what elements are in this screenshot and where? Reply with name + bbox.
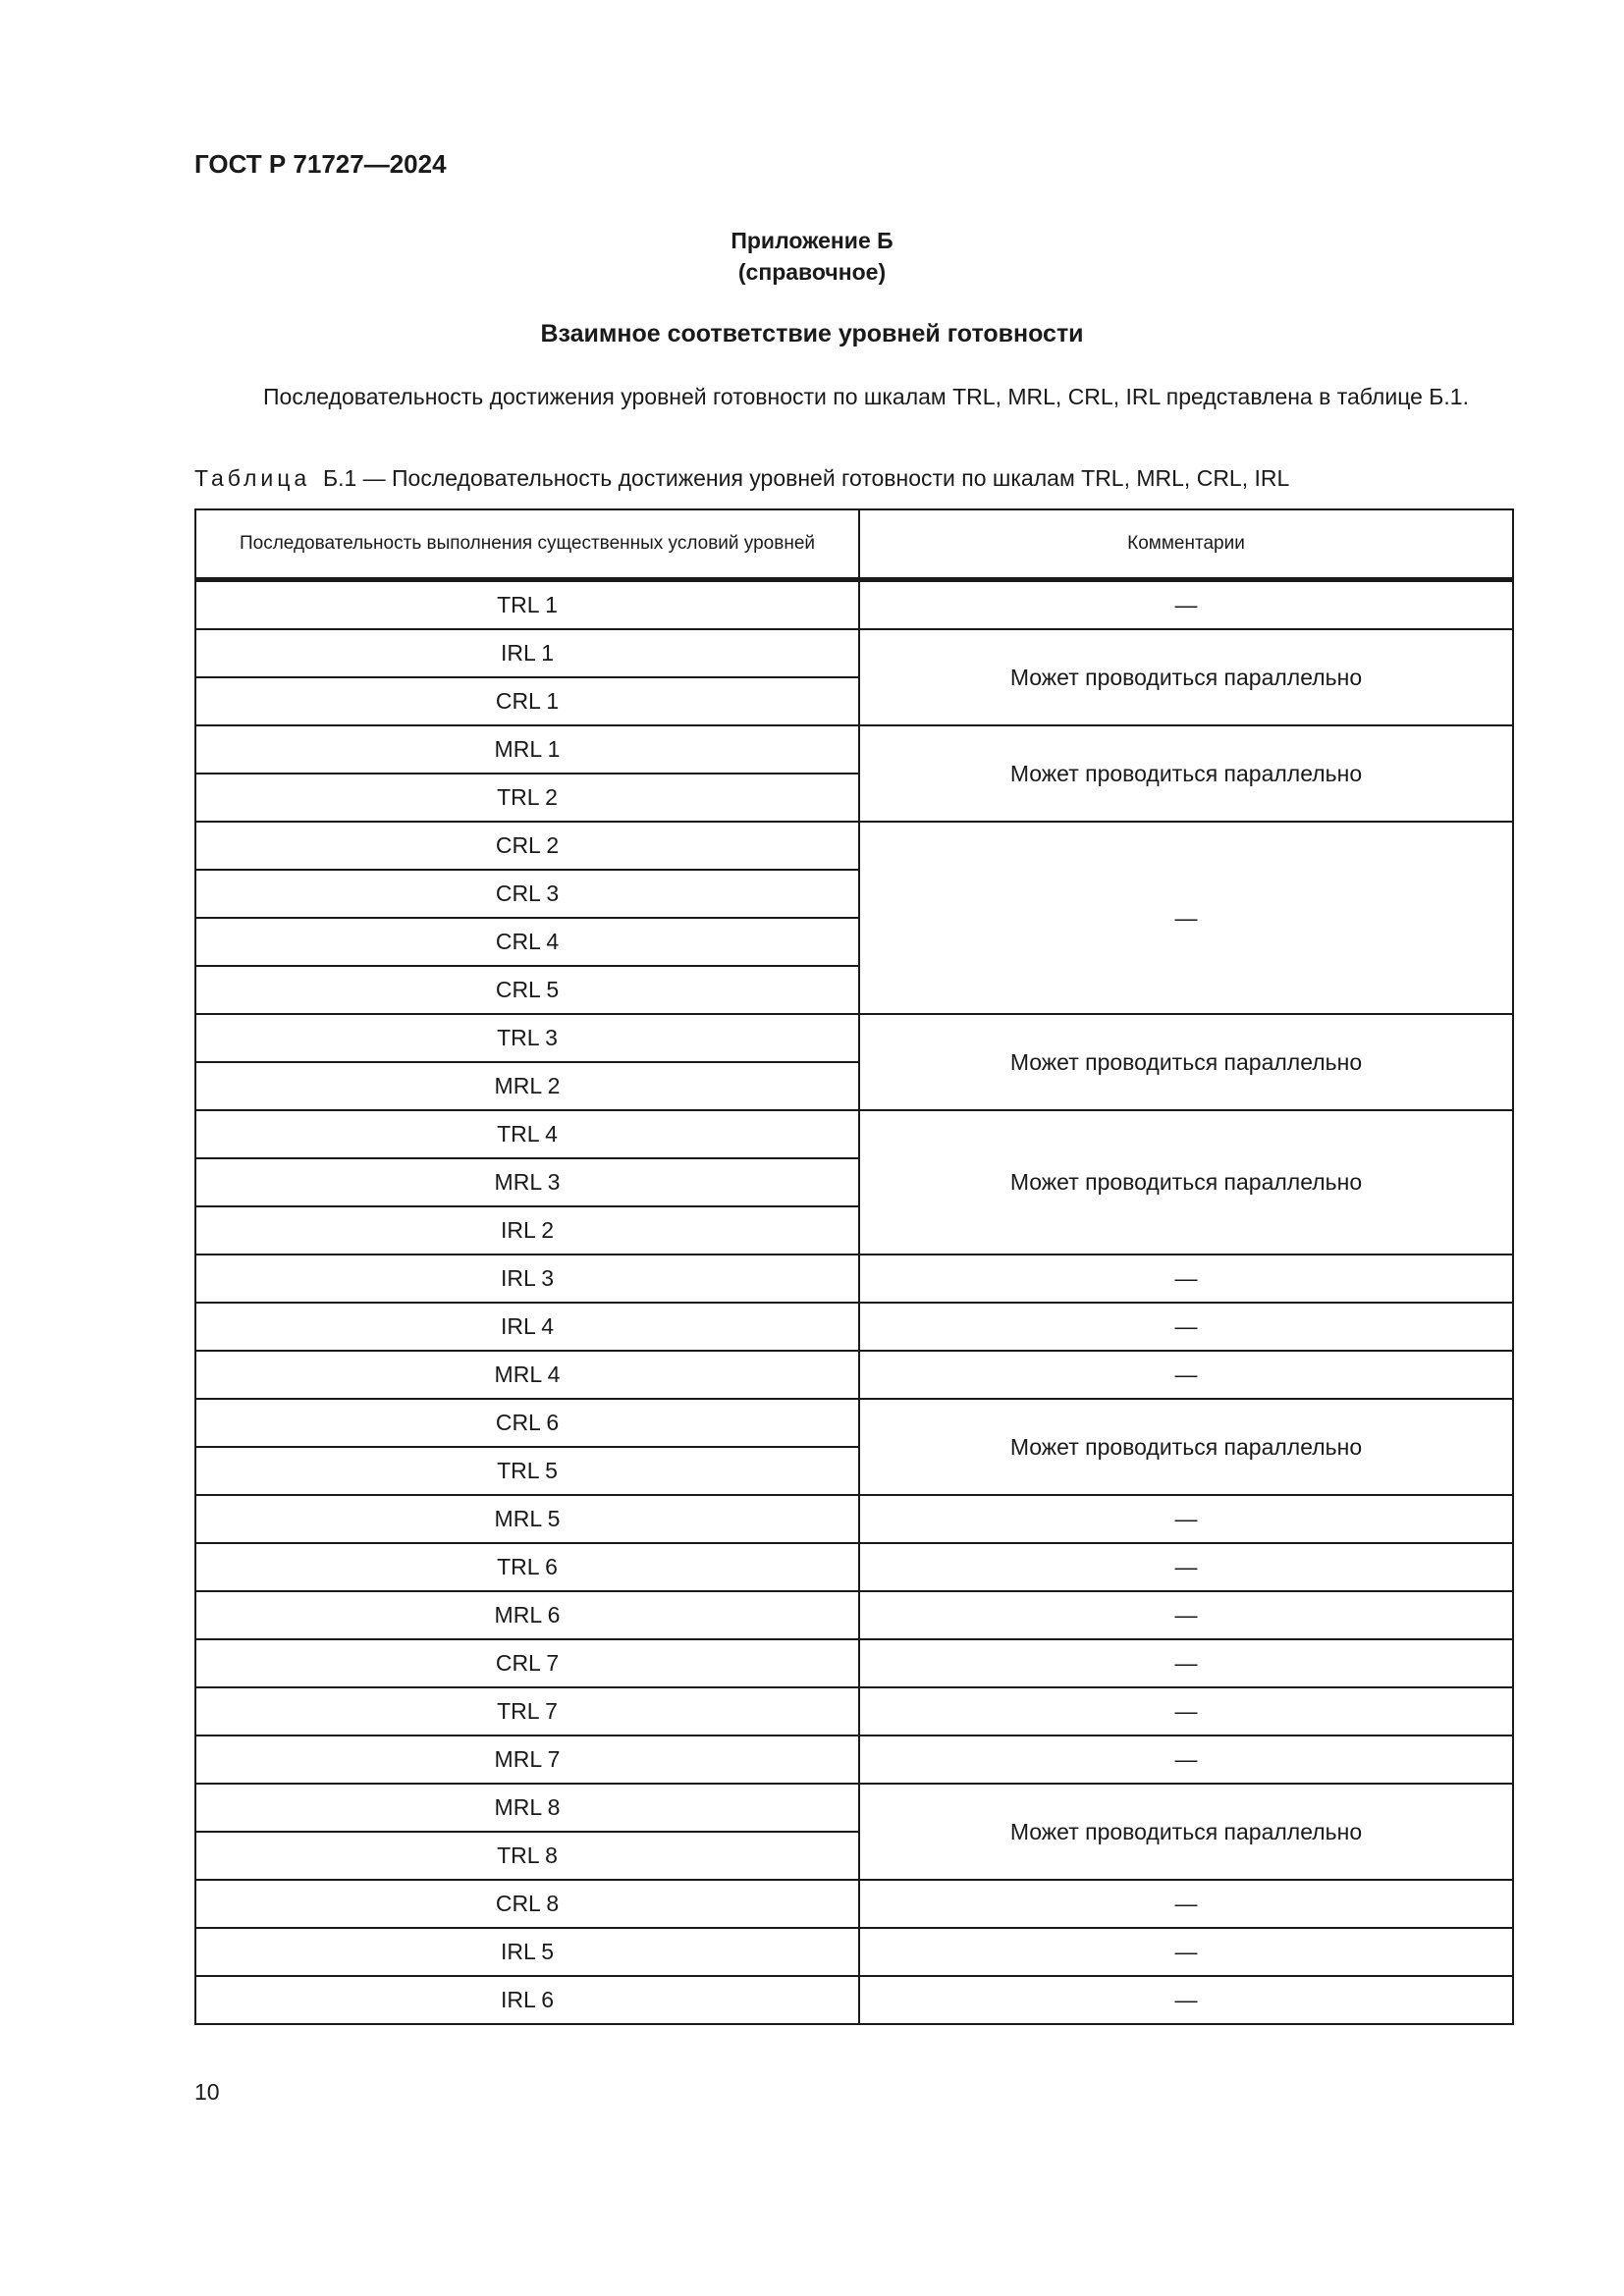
table-row <box>195 1255 1513 1303</box>
level-cell: MRL 7 <box>195 1735 859 1784</box>
level-cell: CRL 6 <box>195 1399 859 1447</box>
table-row <box>195 1303 1513 1351</box>
table-row <box>195 1543 1513 1591</box>
comment-cell: — <box>859 1303 1513 1351</box>
readiness-sequence-table <box>194 508 1514 2025</box>
level-cell: CRL 3 <box>195 870 859 918</box>
level-cell: IRL 5 <box>195 1928 859 1976</box>
page-number: 10 <box>194 2079 220 2105</box>
level-cell: MRL 2 <box>195 1062 859 1110</box>
level-cell: MRL 6 <box>195 1591 859 1639</box>
table-caption-text: Б.1 — Последовательность достижения уровней готовности по шкалам TRL, MRL, CRL, IRL <box>322 465 1290 491</box>
table-row <box>195 1784 1513 1832</box>
comment-cell: Может проводиться параллельно <box>859 725 1513 822</box>
level-cell: CRL 8 <box>195 1880 859 1928</box>
comment-cell: — <box>859 1976 1513 2024</box>
level-cell: TRL 6 <box>195 1543 859 1591</box>
level-cell: TRL 7 <box>195 1687 859 1735</box>
level-cell: TRL 1 <box>195 580 859 630</box>
table-row <box>195 1976 1513 2024</box>
level-cell: IRL 3 <box>195 1255 859 1303</box>
appendix-title: Приложение Б <box>731 228 893 253</box>
table-row <box>195 1880 1513 1928</box>
level-cell: MRL 4 <box>195 1351 859 1399</box>
level-cell: IRL 1 <box>195 629 859 677</box>
level-cell: TRL 8 <box>195 1832 859 1880</box>
level-cell: TRL 4 <box>195 1110 859 1158</box>
table-row <box>195 1110 1513 1158</box>
comment-cell: — <box>859 1351 1513 1399</box>
intro-paragraph <box>194 381 1510 412</box>
header-comments: Комментарии <box>859 509 1513 580</box>
header-sequence: Последовательность выполнения существенных условий уровней <box>195 509 859 580</box>
table-row <box>195 1639 1513 1687</box>
table-row <box>195 725 1513 774</box>
comment-cell: — <box>859 1543 1513 1591</box>
level-cell: MRL 5 <box>195 1495 859 1543</box>
level-cell: MRL 3 <box>195 1158 859 1206</box>
comment-cell: Может проводиться параллельно <box>859 1110 1513 1255</box>
table-row <box>195 1928 1513 1976</box>
level-cell: IRL 6 <box>195 1976 859 2024</box>
comment-cell: — <box>859 1880 1513 1928</box>
level-cell: MRL 1 <box>195 725 859 774</box>
comment-cell: — <box>859 1928 1513 1976</box>
level-cell: MRL 8 <box>195 1784 859 1832</box>
level-cell: CRL 5 <box>195 966 859 1014</box>
table-row <box>195 1495 1513 1543</box>
table-header-row <box>195 509 1513 580</box>
comment-cell: — <box>859 1735 1513 1784</box>
table-row <box>195 1735 1513 1784</box>
section-title: Взаимное соответствие уровней готовности <box>540 320 1084 347</box>
level-cell: TRL 3 <box>195 1014 859 1062</box>
comment-cell: Может проводиться параллельно <box>859 1014 1513 1110</box>
comment-cell: — <box>859 1639 1513 1687</box>
table-caption-label: Таблица <box>194 465 311 491</box>
table-caption <box>194 465 1289 492</box>
comment-cell: — <box>859 1255 1513 1303</box>
comment-cell: Может проводиться параллельно <box>859 1784 1513 1880</box>
comment-cell: — <box>859 1495 1513 1543</box>
table-row <box>195 629 1513 677</box>
table-row <box>195 822 1513 870</box>
level-cell: CRL 2 <box>195 822 859 870</box>
level-cell: CRL 7 <box>195 1639 859 1687</box>
standard-code: ГОСТ Р 71727—2024 <box>194 149 447 179</box>
table-row <box>195 1687 1513 1735</box>
level-cell: IRL 4 <box>195 1303 859 1351</box>
comment-cell: Может проводиться параллельно <box>859 629 1513 725</box>
level-cell: TRL 2 <box>195 774 859 822</box>
comment-cell: — <box>859 1687 1513 1735</box>
appendix-subtitle: (справочное) <box>737 259 887 285</box>
comment-cell: Может проводиться параллельно <box>859 1399 1513 1495</box>
table-row <box>195 1014 1513 1062</box>
table-body <box>195 580 1513 2025</box>
table-row <box>195 1399 1513 1447</box>
table-row <box>195 1351 1513 1399</box>
table-row <box>195 1591 1513 1639</box>
comment-cell: — <box>859 822 1513 1014</box>
level-cell: CRL 1 <box>195 677 859 725</box>
level-cell: TRL 5 <box>195 1447 859 1495</box>
level-cell: IRL 2 <box>195 1206 859 1255</box>
level-cell: CRL 4 <box>195 918 859 966</box>
comment-cell: — <box>859 1591 1513 1639</box>
intro-text: Последовательность достижения уровней готовности по шкалам TRL, MRL, CRL, IRL представлена в таблице Б.1. <box>263 384 1469 409</box>
comment-cell: — <box>859 580 1513 630</box>
table-row <box>195 580 1513 630</box>
